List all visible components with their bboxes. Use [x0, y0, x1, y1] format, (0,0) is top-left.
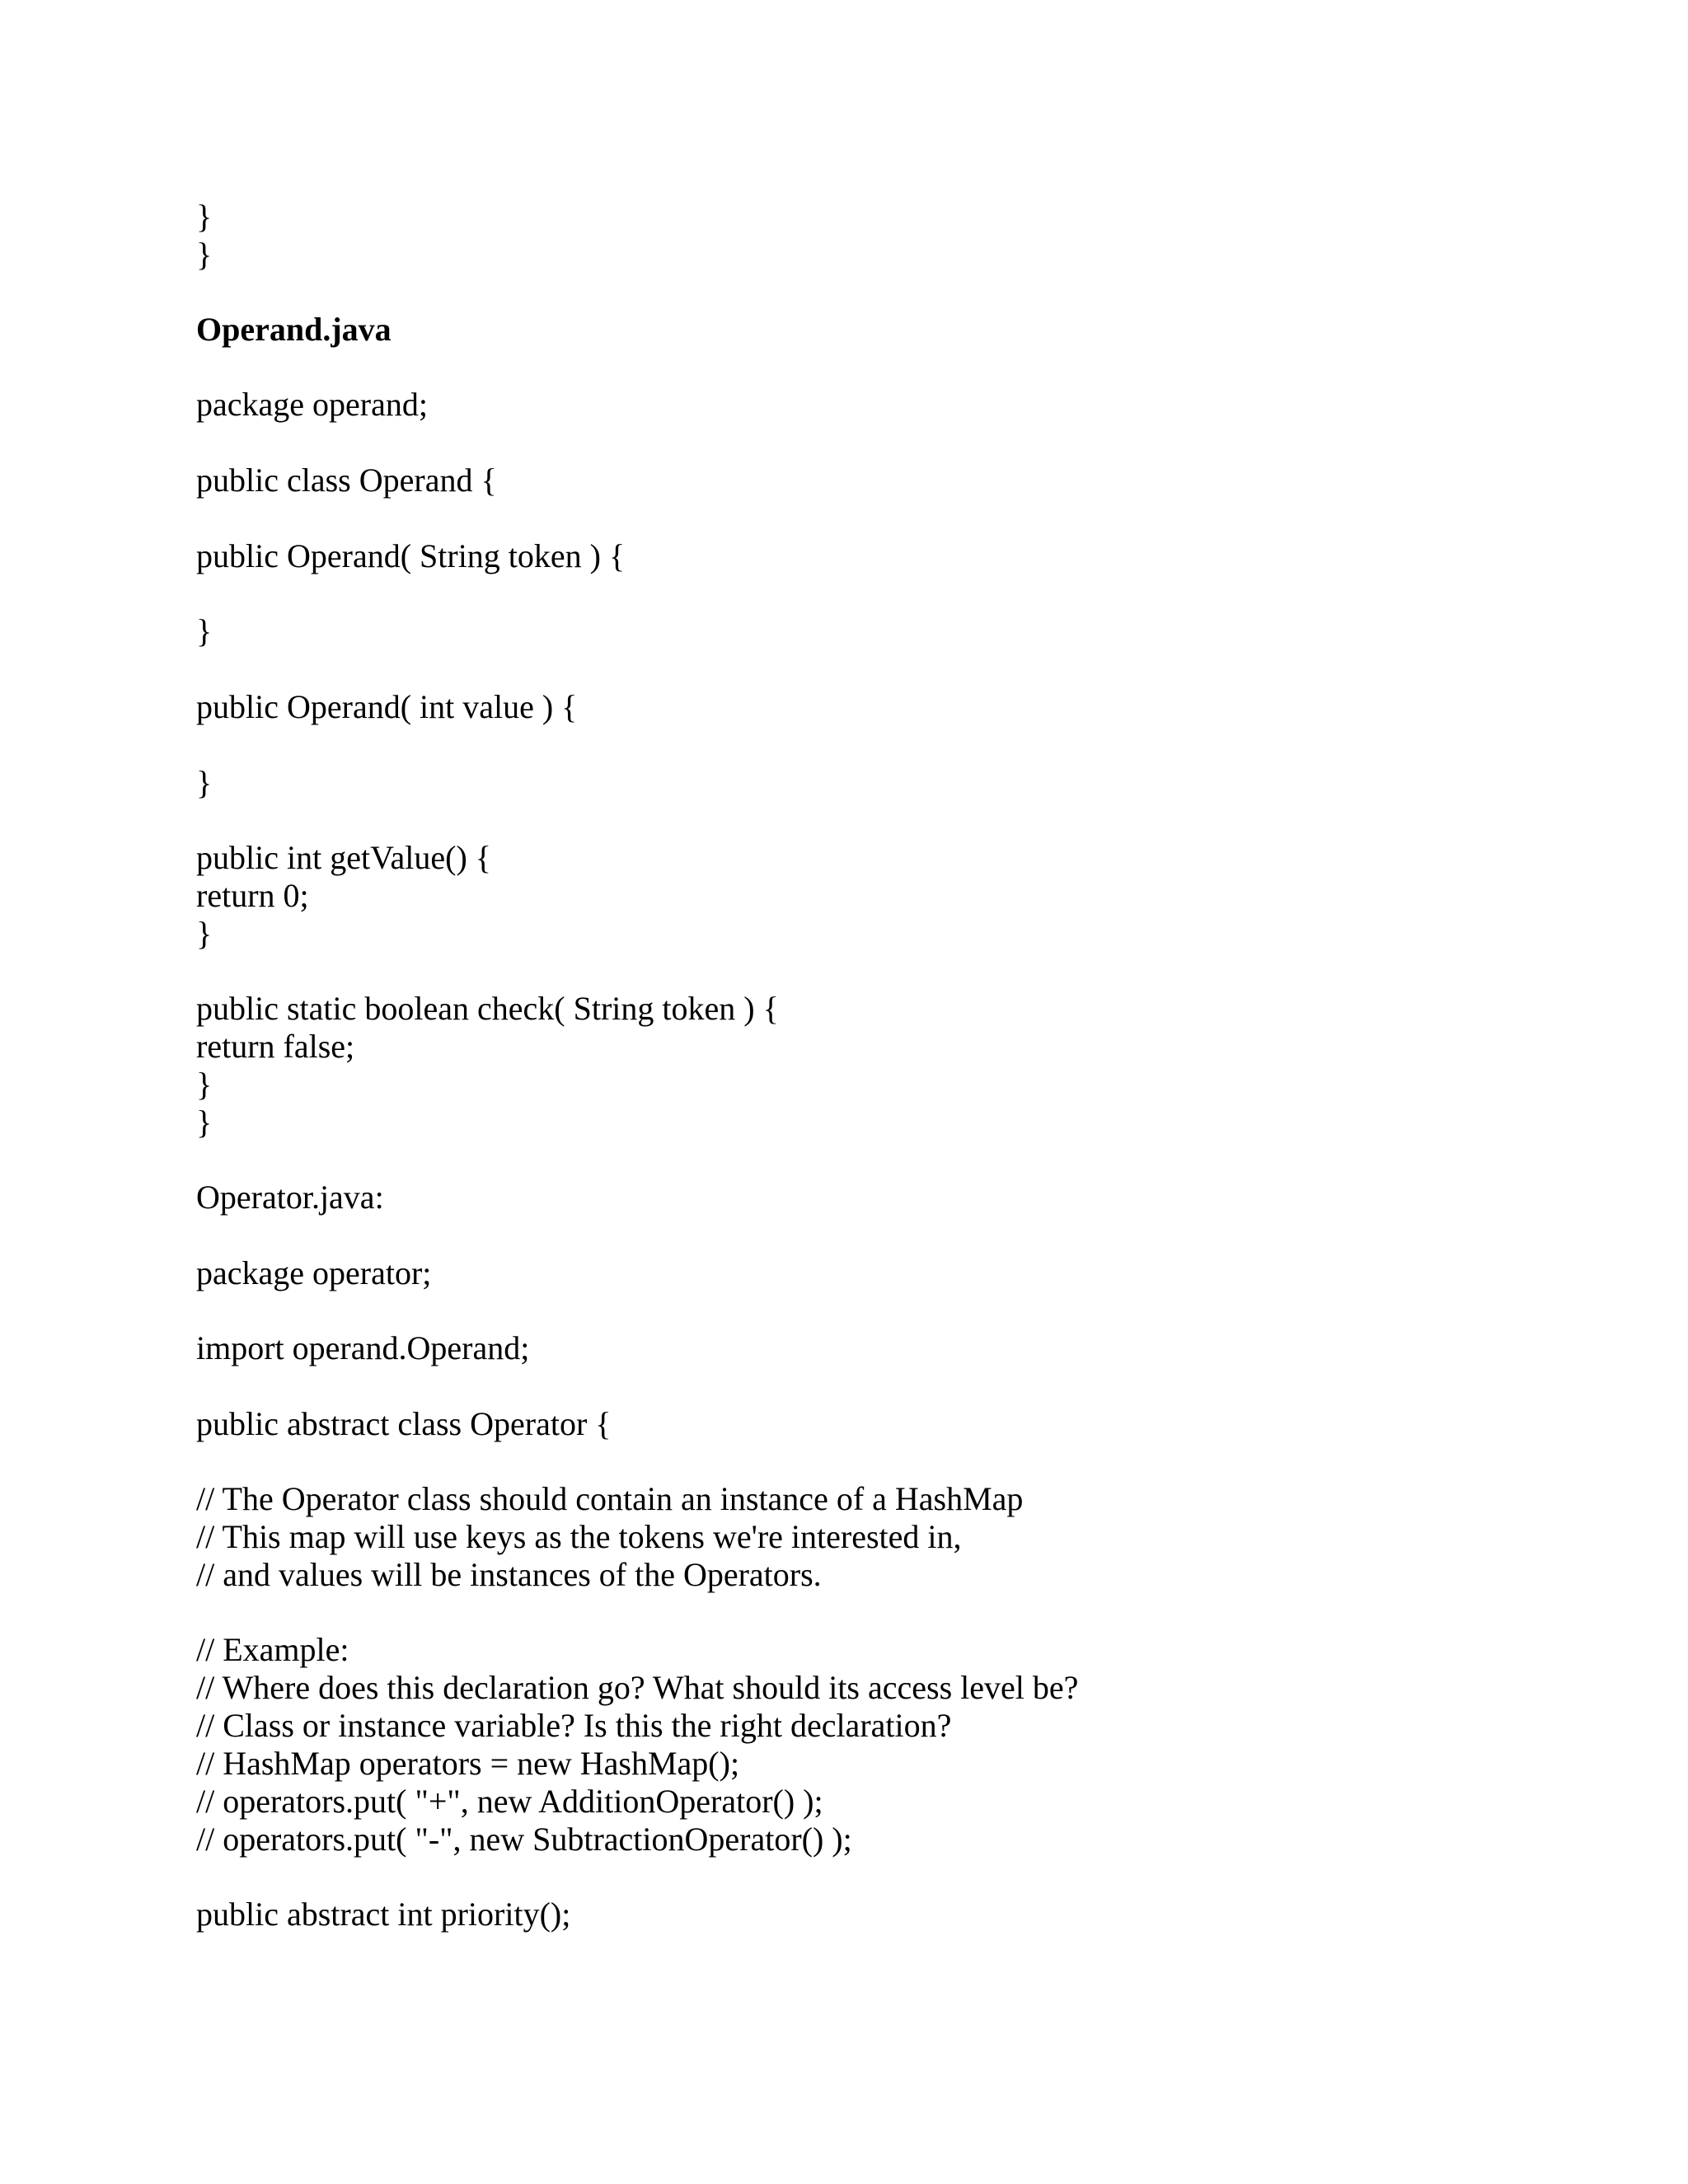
closing-brace-line: } — [196, 236, 213, 273]
code-line: public int getValue() { — [196, 839, 491, 876]
comment-line: // This map will use keys as the tokens we're interested in, — [196, 1518, 962, 1555]
code-line: public static boolean check( String token ) { — [196, 990, 779, 1027]
code-line: return 0; — [196, 877, 309, 914]
code-line: return false; — [196, 1028, 355, 1065]
closing-brace-line: } — [196, 198, 213, 235]
comment-line: // Where does this declaration go? What should its access level be? — [196, 1669, 1079, 1706]
comment-line: // Example: — [196, 1631, 349, 1668]
comment-line: // operators.put( "-", new SubtractionOperator() ); — [196, 1821, 852, 1858]
code-line: } — [196, 915, 213, 952]
section-heading-operand: Operand.java — [196, 311, 392, 348]
section-heading-operator: Operator.java: — [196, 1179, 384, 1216]
code-line: } — [196, 612, 213, 649]
comment-line: // Class or instance variable? Is this the right declaration? — [196, 1707, 952, 1744]
code-line: public Operand( String token ) { — [196, 537, 626, 574]
code-line: } — [196, 1104, 213, 1141]
code-line: public abstract class Operator { — [196, 1405, 612, 1442]
code-line: } — [196, 764, 213, 801]
code-line: import operand.Operand; — [196, 1329, 530, 1366]
comment-line: // The Operator class should contain an instance of a HashMap — [196, 1480, 1024, 1517]
code-line: public abstract int priority(); — [196, 1896, 571, 1933]
comment-line: // and values will be instances of the Operators. — [196, 1556, 822, 1593]
comment-line: // operators.put( "+", new AdditionOperator() ); — [196, 1783, 823, 1820]
code-line: } — [196, 1066, 213, 1103]
code-line: package operator; — [196, 1254, 432, 1291]
comment-line: // HashMap operators = new HashMap(); — [196, 1745, 740, 1782]
code-line: public Operand( int value ) { — [196, 688, 578, 725]
code-line: public class Operand { — [196, 462, 497, 499]
code-line: package operand; — [196, 386, 428, 423]
